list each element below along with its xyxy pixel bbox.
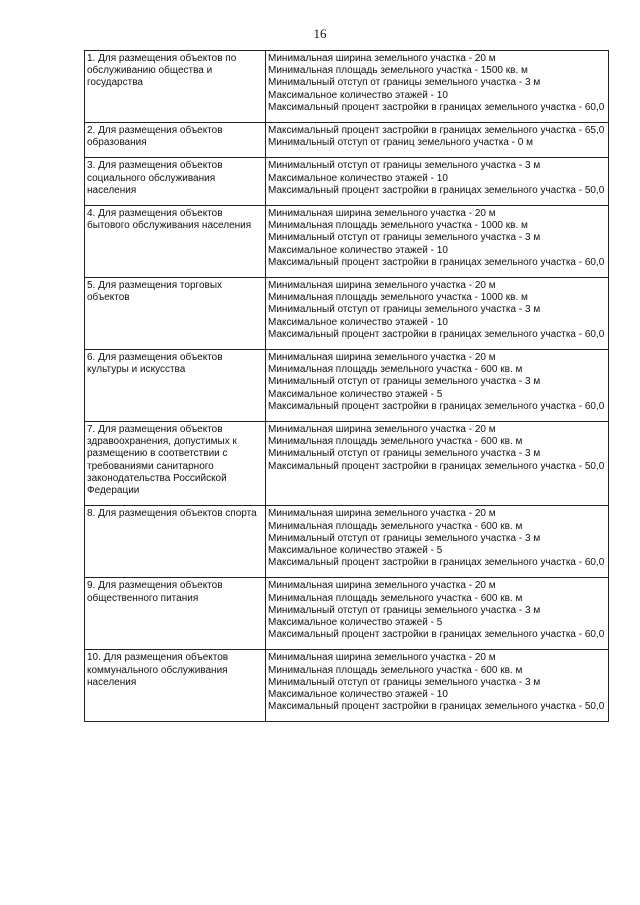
parameter-line: Минимальная ширина земельного участка - 20 м <box>268 652 496 664</box>
parameter-line: Минимальный отступ от границы земельного участка - 3 м <box>268 160 541 172</box>
parameters-cell <box>266 650 609 722</box>
parameter-line: Максимальный процент застройки в границах земельного участка - 60,0 <box>268 256 605 268</box>
parameter-line: Максимальный процент застройки в границах земельного участка - 65,0 <box>268 125 605 137</box>
parameter-line: Максимальное количество этажей - 5 <box>268 616 443 628</box>
table-row <box>85 650 609 722</box>
parameter-line: Максимальный процент застройки в границах земельного участка - 60,0 <box>268 557 605 569</box>
parameter-line: Минимальный отступ от границы земельного участка - 3 м <box>268 448 541 460</box>
parameters-cell <box>266 123 609 158</box>
parameter-line: Максимальное количество этажей - 10 <box>268 89 448 101</box>
permitted-use-cell: 6. Для размещения объектов культуры и искусства <box>85 350 266 422</box>
land-use-regulations-table <box>84 50 609 722</box>
parameter-line: Минимальная площадь земельного участка - 600 кв. м <box>268 592 523 604</box>
page-number: 16 <box>313 26 327 41</box>
parameter-line: Максимальное количество этажей - 10 <box>268 316 448 328</box>
parameter-line: Максимальный процент застройки в границах земельного участка - 60,0 <box>268 101 605 113</box>
parameter-line: Минимальный отступ от границы земельного участка - 3 м <box>268 676 541 688</box>
parameter-line: Минимальная площадь земельного участка - 1000 кв. м <box>268 220 528 232</box>
parameters-cell <box>266 206 609 278</box>
parameter-line: Минимальная площадь земельного участка - 1500 кв. м <box>268 65 528 77</box>
permitted-use-cell: 3. Для размещения объектов социального обслуживания населения <box>85 158 266 206</box>
parameter-line: Минимальная ширина земельного участка - 20 м <box>268 53 496 64</box>
parameter-line: Минимальная ширина земельного участка - 20 м <box>268 580 496 592</box>
parameter-line: Минимальная площадь земельного участка - 1000 кв. м <box>268 292 528 304</box>
parameter-line: Максимальный процент застройки в границах земельного участка - 60,0 <box>268 400 605 412</box>
parameters-cell <box>266 578 609 650</box>
permitted-use-cell: 9. Для размещения объектов общественного питания <box>85 578 266 650</box>
parameter-line: Минимальная площадь земельного участка - 600 кв. м <box>268 520 523 532</box>
parameter-line: Максимальный процент застройки в границах земельного участка - 60,0 <box>268 328 605 340</box>
parameter-line: Максимальный процент застройки в границах земельного участка - 60,0 <box>268 629 605 641</box>
permitted-use-cell: 2. Для размещения объектов образования <box>85 123 266 158</box>
parameter-line: Максимальный процент застройки в границах земельного участка - 50,0 <box>268 460 605 472</box>
parameter-line: Минимальная ширина земельного участка - 20 м <box>268 208 496 220</box>
parameter-line: Максимальное количество этажей - 10 <box>268 244 448 256</box>
parameter-line: Минимальная ширина земельного участка - 20 м <box>268 352 496 364</box>
table-row <box>85 422 609 506</box>
parameters-cell <box>266 158 609 206</box>
parameters-cell <box>266 278 609 350</box>
parameter-line: Минимальный отступ от границы земельного участка - 3 м <box>268 304 541 316</box>
parameter-line: Минимальная ширина земельного участка - 20 м <box>268 280 496 292</box>
parameter-line: Минимальный отступ от границы земельного участка - 3 м <box>268 77 541 89</box>
parameter-line: Минимальная площадь земельного участка - 600 кв. м <box>268 664 523 676</box>
parameter-line: Максимальное количество этажей - 5 <box>268 544 443 556</box>
parameter-line: Максимальное количество этажей - 10 <box>268 172 448 184</box>
parameter-line: Минимальная ширина земельного участка - 20 м <box>268 508 496 520</box>
parameter-line: Минимальный отступ от границы земельного участка - 3 м <box>268 232 541 244</box>
permitted-use-cell: 5. Для размещения торговых объектов <box>85 278 266 350</box>
permitted-use-cell: 10. Для размещения объектов коммунального обслуживания населения <box>85 650 266 722</box>
permitted-use-cell: 8. Для размещения объектов спорта <box>85 506 266 578</box>
parameter-line: Минимальный отступ от границы земельного участка - 3 м <box>268 376 541 388</box>
table-row <box>85 158 609 206</box>
table-row <box>85 51 609 123</box>
parameter-line: Максимальный процент застройки в границах земельного участка - 50,0 <box>268 701 605 713</box>
table-row <box>85 578 609 650</box>
table-row <box>85 123 609 158</box>
parameter-line: Максимальное количество этажей - 5 <box>268 388 443 400</box>
parameter-line: Минимальная площадь земельного участка - 600 кв. м <box>268 436 523 448</box>
table-row <box>85 206 609 278</box>
table-row <box>85 350 609 422</box>
parameter-line: Минимальный отступ от границы земельного участка - 3 м <box>268 604 541 616</box>
parameter-line: Максимальное количество этажей - 10 <box>268 688 448 700</box>
table-row <box>85 278 609 350</box>
parameters-cell <box>266 422 609 506</box>
table-row <box>85 506 609 578</box>
parameters-cell <box>266 51 609 123</box>
parameter-line: Максимальный процент застройки в границах земельного участка - 50,0 <box>268 184 605 196</box>
parameter-line: Минимальная площадь земельного участка - 600 кв. м <box>268 364 523 376</box>
permitted-use-cell: 7. Для размещения объектов здравоохранения, допустимых к размещению в соответствии с требованиями санитарного законодательства Российской Федерации <box>85 422 266 506</box>
permitted-use-cell: 1. Для размещения объектов по обслуживанию общества и государства <box>85 51 266 123</box>
parameter-line: Минимальная ширина земельного участка - 20 м <box>268 424 496 436</box>
table-body <box>85 51 609 722</box>
parameters-cell <box>266 350 609 422</box>
parameter-line: Минимальный отступ от границы земельного участка - 3 м <box>268 532 541 544</box>
parameters-cell <box>266 506 609 578</box>
parameter-line: Минимальный отступ от границ земельного участка - 0 м <box>268 137 534 149</box>
permitted-use-cell: 4. Для размещения объектов бытового обслуживания населения <box>85 206 266 278</box>
